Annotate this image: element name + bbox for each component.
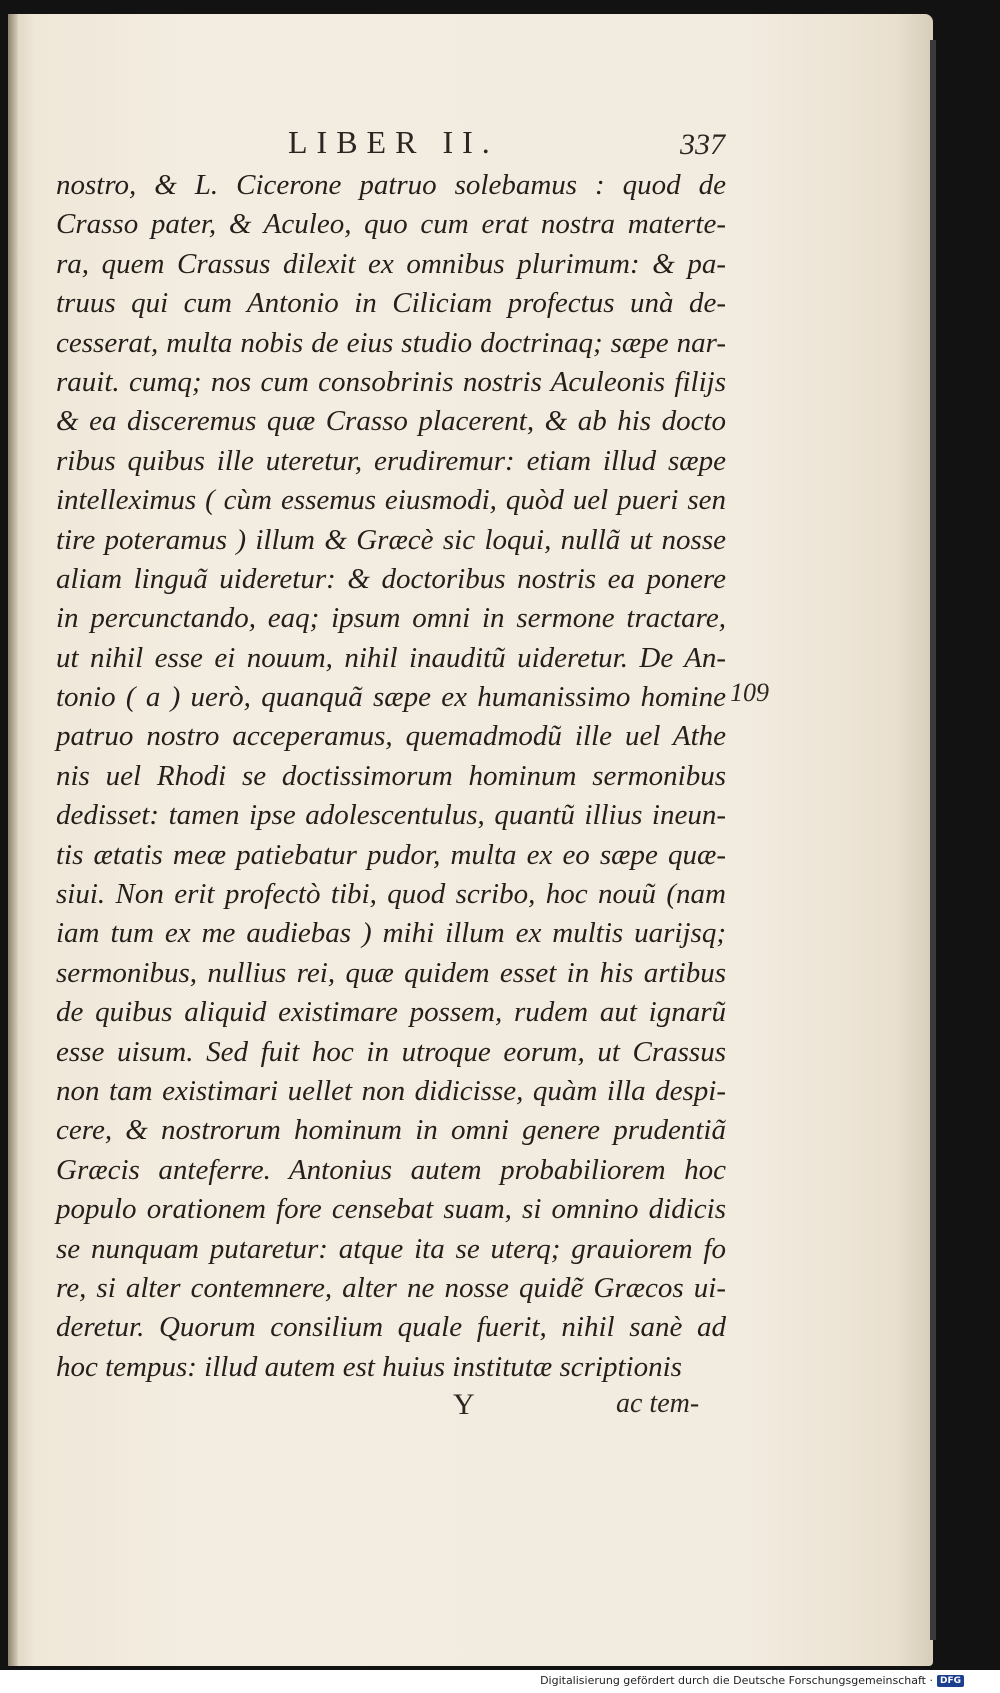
margin-note: 109: [730, 678, 769, 707]
text-line: ut nihil esse ei nouum, nihil inauditũ uideretur. De An-: [56, 641, 726, 674]
text-line: truus qui cum Antonio in Ciliciam profectus unà de-: [56, 287, 726, 320]
text-line: cesserat, multa nobis de eius studio doctrinaq; sæpe nar-: [56, 326, 726, 359]
text-line: non tam existimari uellet non didicisse, quàm illa despi-: [56, 1074, 726, 1107]
text-line: aliam linguã uideretur: & doctoribus nostris ea ponere: [56, 562, 726, 595]
text-line: re, si alter contemnere, alter ne nosse quidẽ Græcos ui-: [56, 1271, 726, 1304]
running-head: LIBER II.: [288, 124, 499, 160]
page-edge: [930, 40, 936, 1640]
digitization-credit: [540, 1674, 964, 1687]
text-line: iam tum ex me audiebas ) mihi illum ex multis uarijsq;: [56, 917, 726, 950]
page-header: [8, 124, 933, 164]
text-line: ribus quibus ille uteretur, erudiremur: etiam illud sæpe: [56, 444, 726, 477]
text-line: esse uisum. Sed fuit hoc in utroque eorum, ut Crassus: [56, 1035, 726, 1068]
page-number: 337: [680, 128, 725, 161]
text-line: cere, & nostrorum hominum in omni genere prudentiã: [56, 1114, 726, 1147]
text-line: intelleximus ( cùm essemus eiusmodi, quòd uel pueri sen: [56, 484, 726, 517]
text-line: Græcis anteferre. Antonius autem probabiliorem hoc: [56, 1153, 726, 1186]
body-text: [56, 166, 726, 1387]
text-line: & ea disceremus quæ Crasso placerent, & ab his docto: [56, 405, 726, 438]
text-line: tonio ( a ) uerò, quanquã sæpe ex humanissimo homine: [56, 681, 726, 714]
text-line: rauit. cumq; nos cum consobrinis nostris Aculeonis filijs: [56, 365, 726, 398]
text-line: deretur. Quorum consilium quale fuerit, nihil sanè ad: [56, 1311, 726, 1344]
text-line: ra, quem Crassus dilexit ex omnibus plurimum: & pa-: [56, 247, 726, 280]
text-line: se nunquam putaretur: atque ita se uterq; grauiorem fo: [56, 1232, 726, 1265]
text-line: patruo nostro acceperamus, quemadmodũ ille uel Athe: [56, 720, 726, 753]
catchword: ac tem-: [616, 1388, 700, 1419]
page-spine-shadow: [8, 14, 18, 1666]
text-line: nostro, & L. Cicerone patruo solebamus : quod de: [56, 169, 726, 201]
text-line: tis ætatis meæ patiebatur pudor, multa ex eo sæpe quæ-: [56, 838, 726, 871]
text-line: tire poteramus ) illum & Græcè sic loqui, nullã ut nosse: [56, 523, 726, 556]
text-line: in percunctando, eaq; ipsum omni in sermone tractare,: [56, 602, 726, 635]
signature-mark: Y: [453, 1388, 475, 1421]
book-page: [8, 14, 933, 1666]
dfg-logo: DFG: [937, 1675, 964, 1687]
text-line: siui. Non erit profectò tibi, quod scribo, hoc nouũ (nam: [56, 878, 726, 911]
credit-text: Digitalisierung gefördert durch die Deutsche Forschungsgemeinschaft ·: [540, 1674, 933, 1687]
text-line: de quibus aliquid existimare possem, rudem aut ignarũ: [56, 996, 726, 1029]
text-line: populo orationem fore censebat suam, si omnino didicis: [56, 1193, 726, 1226]
text-line: nis uel Rhodi se doctissimorum hominum sermonibus: [56, 759, 726, 792]
text-line: hoc tempus: illud autem est huius institutæ scriptionis: [56, 1350, 682, 1383]
text-line: Crasso pater, & Aculeo, quo cum erat nostra materte-: [56, 208, 726, 241]
text-line: sermonibus, nullius rei, quæ quidem esset in his artibus: [56, 956, 726, 989]
text-line: dedisset: tamen ipse adolescentulus, quantũ illius ineun-: [56, 799, 726, 832]
